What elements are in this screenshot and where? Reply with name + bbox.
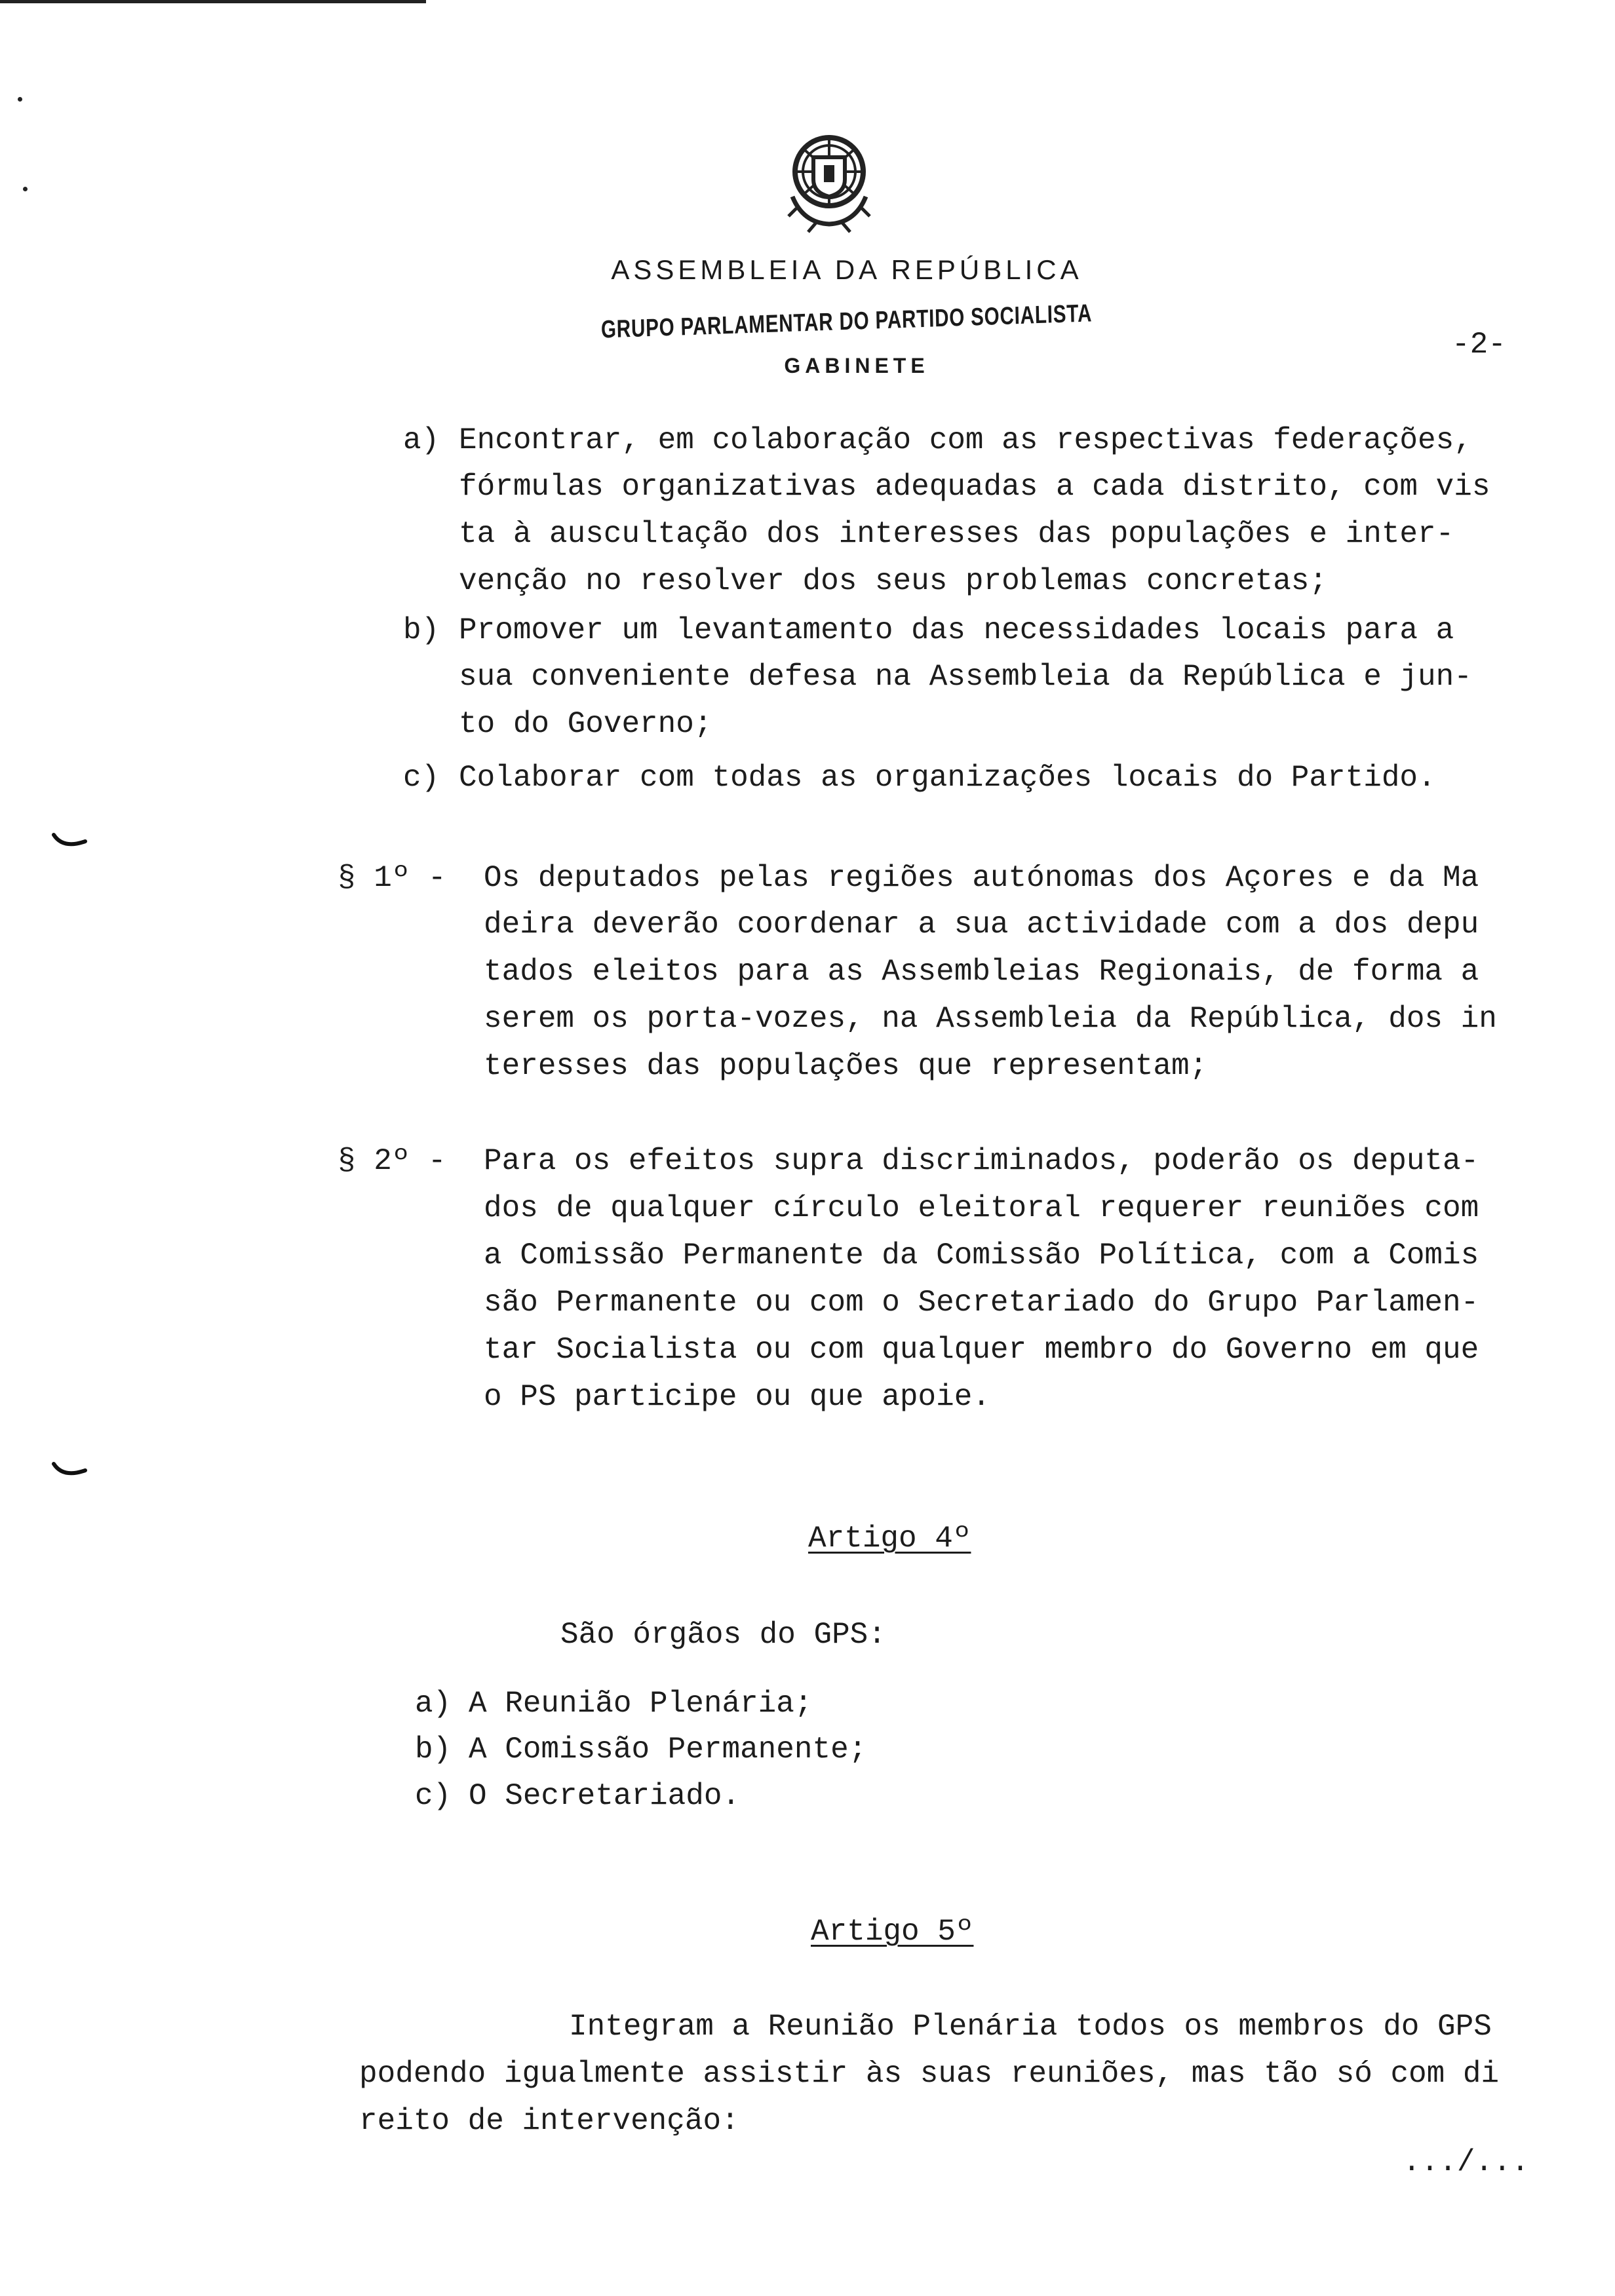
- office-name: GABINETE: [784, 354, 929, 377]
- parliamentary-group-name: GRUPO PARLAMENTAR DO PARTIDO SOCIALISTA: [600, 299, 1093, 344]
- text-line: fórmulas organizativas adequadas a cada distrito, com vis: [459, 470, 1490, 504]
- item-label: a): [403, 423, 440, 457]
- article-intro: São órgãos do GPS:: [560, 1618, 886, 1652]
- item-label: b): [415, 1732, 452, 1767]
- text-line: Integram a Reunião Plenária todos os membros do GPS: [569, 2010, 1492, 2044]
- continuation-mark: .../...: [1403, 2145, 1530, 2179]
- institution-name: ASSEMBLEIA DA REPÚBLICA: [611, 254, 1083, 285]
- list-item: A Comissão Permanente;: [469, 1732, 867, 1767]
- paragraph-label: § 2º -: [338, 1144, 446, 1178]
- list-item: O Secretariado.: [469, 1779, 741, 1813]
- text-line: a Comissão Permanente da Comissão Política, com a Comis: [484, 1238, 1479, 1272]
- paragraph-label: § 1º -: [338, 861, 446, 895]
- text-line: sua conveniente defesa na Assembleia da República e jun-: [459, 660, 1472, 694]
- page-number: -2-: [1452, 328, 1506, 362]
- text-line: o PS participe ou que apoie.: [484, 1380, 990, 1414]
- text-line: to do Governo;: [459, 707, 712, 741]
- text-line: Encontrar, em colaboração com as respectivas federações,: [459, 423, 1472, 457]
- text-line: Para os efeitos supra discriminados, poderão os deputa-: [484, 1144, 1479, 1178]
- scan-edge-line: [0, 0, 426, 3]
- item-label: a): [415, 1687, 452, 1721]
- text-line: tados eleitos para as Assembleias Regionais, de forma a: [484, 955, 1479, 989]
- coat-of-arms-icon: [777, 124, 882, 236]
- binder-hole-mark: [51, 832, 88, 851]
- text-line: dos de qualquer círculo eleitoral requerer reuniões com: [484, 1191, 1479, 1225]
- text-line: teresses das populações que representam;: [484, 1049, 1208, 1083]
- text-line: podendo igualmente assistir às suas reuniões, mas tão só com di: [359, 2057, 1500, 2091]
- text-line: Promover um levantamento das necessidades locais para a: [459, 613, 1454, 647]
- text-line: serem os porta-vozes, na Assembleia da República, dos in: [484, 1002, 1497, 1036]
- text-line: venção no resolver dos seus problemas concretas;: [459, 564, 1328, 598]
- binder-hole-mark: [51, 1461, 88, 1480]
- text-line: reito de intervenção:: [359, 2104, 739, 2138]
- text-line: tar Socialista ou com qualquer membro do Governo em que: [484, 1333, 1479, 1367]
- text-line: são Permanente ou com o Secretariado do Grupo Parlamen-: [484, 1286, 1479, 1320]
- item-label: b): [403, 613, 440, 647]
- article-heading: Artigo 4º: [808, 1521, 971, 1556]
- text-line: Colaborar com todas as organizações locais do Partido.: [459, 761, 1436, 795]
- item-label: c): [403, 761, 440, 795]
- list-item: A Reunião Plenária;: [469, 1687, 813, 1721]
- text-line: Os deputados pelas regiões autónomas dos Açores e da Ma: [484, 861, 1479, 895]
- article-heading: Artigo 5º: [811, 1915, 974, 1949]
- text-line: deira deverão coordenar a sua actividade com a dos depu: [484, 908, 1479, 942]
- text-line: ta à auscultação dos interesses das populações e inter-: [459, 517, 1454, 551]
- item-label: c): [415, 1779, 452, 1813]
- scan-speck: [18, 97, 22, 102]
- scan-speck: [23, 187, 28, 191]
